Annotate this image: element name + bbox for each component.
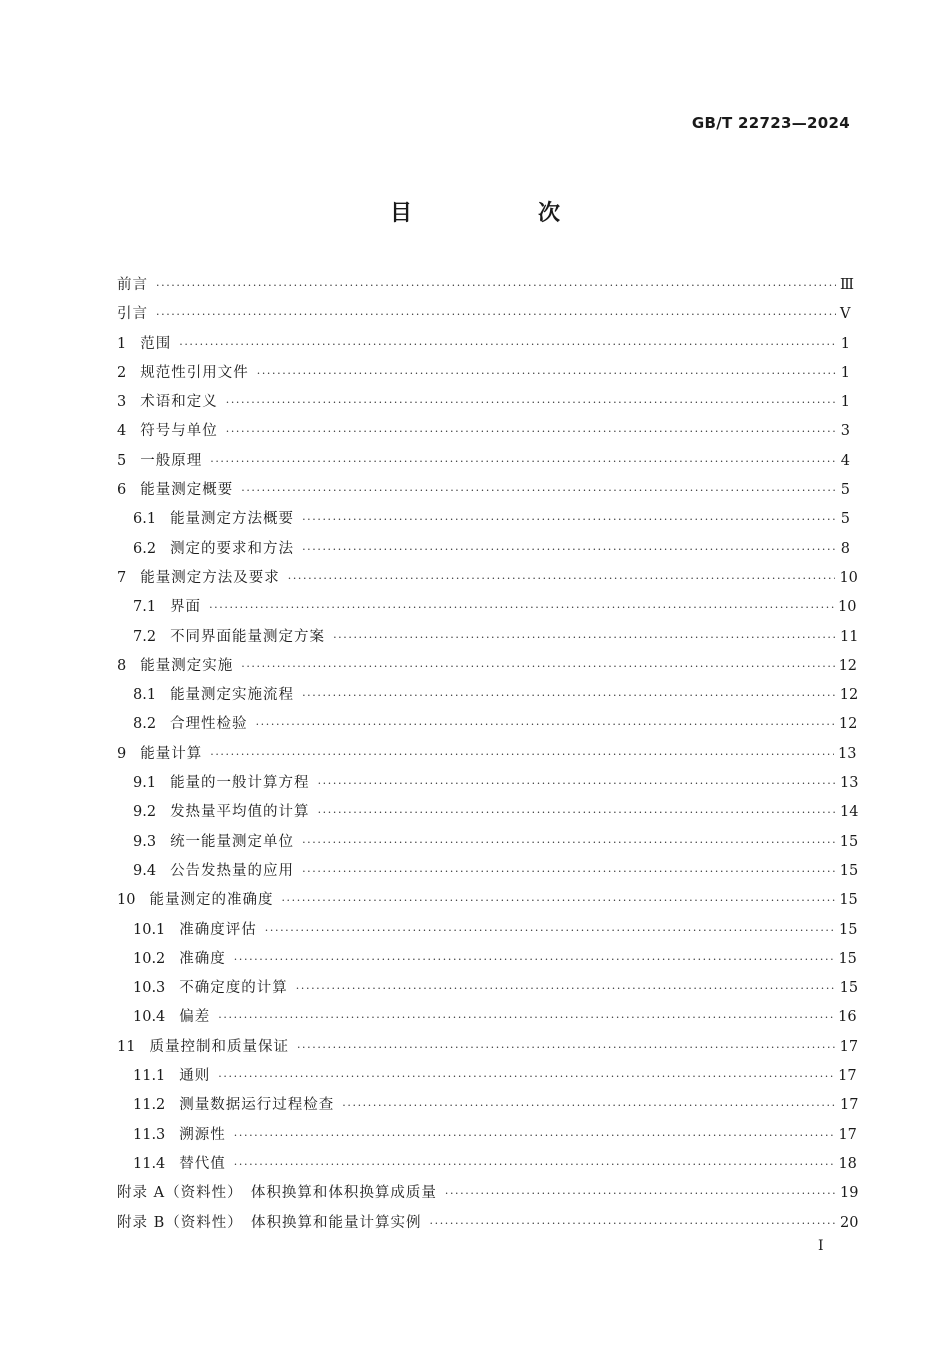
dot-leader: [156, 271, 836, 300]
toc-entry-page: 15: [839, 980, 859, 997]
toc-entry-title: 符号与单位: [140, 423, 218, 440]
toc-entry-page: 3: [840, 423, 850, 440]
toc-entry[interactable]: [117, 1121, 857, 1150]
toc-entry[interactable]: [117, 1062, 857, 1091]
toc-entry-number: 9.4: [133, 862, 157, 879]
toc-entry-title: 溯源性: [179, 1126, 226, 1143]
toc-entry-title: 能量测定的准确度: [149, 892, 274, 909]
dot-leader: [209, 593, 834, 622]
toc-entry[interactable]: [117, 1150, 857, 1179]
toc-entry-page: Ⅴ: [840, 306, 851, 323]
toc-entry-number: 11.1: [133, 1068, 166, 1085]
toc-entry[interactable]: [117, 710, 858, 739]
toc-entry-number: 11: [117, 1038, 136, 1055]
toc-entry-page: 13: [840, 775, 859, 792]
toc-entry-title: 能量测定方法及要求: [140, 569, 280, 586]
toc-entry-page: 15: [838, 950, 857, 967]
toc-entry[interactable]: [117, 1091, 859, 1120]
toc-entry-title: 发热量平均值的计算: [170, 804, 310, 821]
toc-entry-page: 17: [839, 1038, 859, 1055]
toc-entry-number: 8: [117, 657, 127, 674]
toc-entry[interactable]: [117, 974, 859, 1003]
toc-entry-title: 能量计算: [140, 745, 203, 762]
toc-entry[interactable]: [117, 535, 850, 564]
dot-leader: [156, 300, 836, 329]
toc-entry-page: 13: [837, 745, 857, 762]
toc-entry-page: 15: [839, 892, 858, 909]
toc-entry-page: 10: [837, 599, 857, 616]
dot-leader: [302, 857, 836, 886]
toc-entry[interactable]: [117, 1003, 857, 1032]
dot-leader: [302, 681, 836, 710]
toc-entry-title: 统一能量测定单位: [170, 833, 295, 850]
toc-entry-title: 规范性引用文件: [140, 364, 249, 381]
toc-entry-number: 6.1: [133, 511, 157, 528]
dot-leader: [302, 505, 836, 534]
toc-entry-number: 7.2: [133, 628, 157, 645]
toc-entry-title: 通则: [179, 1068, 211, 1085]
dot-leader: [281, 886, 835, 915]
dot-leader: [234, 1121, 835, 1150]
toc-entry-number: 8.1: [133, 687, 157, 704]
toc-entry-page: 8: [840, 540, 850, 557]
dot-leader: [430, 1209, 836, 1238]
standard-code: GB/T 22723—2024: [691, 114, 850, 132]
toc-entry-page: 19: [840, 1185, 859, 1202]
toc-entry[interactable]: [117, 681, 859, 710]
toc-entry-title: 质量控制和质量保证: [149, 1038, 289, 1055]
dot-leader: [256, 710, 835, 739]
toc-entry[interactable]: [117, 593, 857, 622]
toc-entry-number: 3: [117, 394, 127, 411]
toc-entry[interactable]: [117, 417, 850, 446]
toc-entry-title: 偏差: [179, 1009, 211, 1026]
dot-leader: [333, 623, 836, 652]
toc-entry-number: 7: [117, 569, 127, 586]
dot-leader: [218, 1003, 834, 1032]
toc-entry[interactable]: [117, 447, 850, 476]
toc-entry-page: 15: [839, 921, 858, 938]
toc-entry-page: 12: [838, 716, 858, 733]
toc-entry-title: 能量测定概要: [140, 482, 234, 499]
toc-entry-title: 范围: [140, 335, 172, 352]
dot-leader: [445, 1179, 836, 1208]
toc-entry-number: 11.4: [133, 1155, 166, 1172]
dot-leader: [241, 652, 834, 681]
toc-entry-number: 7.1: [133, 599, 157, 616]
dot-leader: [226, 388, 836, 417]
toc-entry[interactable]: [117, 359, 850, 388]
toc-entry-page: 12: [839, 687, 859, 704]
toc-entry-number: 11.2: [133, 1097, 166, 1114]
dot-leader: [210, 740, 834, 769]
dot-leader: [257, 359, 836, 388]
toc-entry-title: 能量测定实施: [140, 657, 234, 674]
toc-entry-title: 不同界面能量测定方案: [170, 628, 326, 645]
dot-leader: [302, 535, 836, 564]
toc-entry-page: 20: [840, 1214, 859, 1231]
toc-entry-number: 4: [117, 423, 127, 440]
toc-entry-title: 能量测定方法概要: [170, 511, 295, 528]
toc-entry[interactable]: [117, 300, 850, 329]
toc-entry[interactable]: [117, 505, 850, 534]
toc-entry-page: 5: [840, 482, 850, 499]
toc-entry-title: 界面: [170, 599, 202, 616]
dot-leader: [234, 945, 835, 974]
toc-entry-page: 4: [840, 452, 850, 469]
toc-entry-page: 1: [840, 394, 850, 411]
toc-entry-number: 9.3: [133, 833, 157, 850]
toc-entry-title: 公告发热量的应用: [170, 862, 295, 879]
toc-entry-title: 测定的要求和方法: [170, 540, 295, 557]
toc-entry-number: 9.1: [133, 775, 157, 792]
toc-entry[interactable]: [117, 916, 858, 945]
toc-entry-number: 1: [117, 335, 127, 352]
dot-leader: [302, 828, 836, 857]
toc-entry-page: 17: [840, 1097, 859, 1114]
toc-entry-title: 引言: [117, 306, 148, 323]
toc-entry[interactable]: [117, 886, 858, 915]
dot-leader: [179, 330, 836, 359]
dot-leader: [342, 1091, 836, 1120]
toc-entry-title: 替代值: [179, 1155, 226, 1172]
toc-entry[interactable]: [117, 330, 850, 359]
toc-entry[interactable]: [117, 652, 858, 681]
toc-entry-page: 10: [839, 569, 858, 586]
page-number: Ⅰ: [818, 1238, 824, 1254]
toc-entry[interactable]: [117, 476, 850, 505]
toc-entry[interactable]: [117, 828, 859, 857]
toc-entry-page: 17: [838, 1126, 857, 1143]
toc-entry[interactable]: [117, 857, 859, 886]
dot-leader: [226, 417, 836, 446]
toc-entry-page: 14: [840, 804, 859, 821]
toc-entry[interactable]: [117, 1179, 859, 1208]
toc-entry-title: 能量的一般计算方程: [170, 775, 310, 792]
toc-entry[interactable]: [117, 1209, 859, 1238]
toc-entry-number: 6.2: [133, 540, 157, 557]
dot-leader: [296, 974, 836, 1003]
dot-leader: [265, 916, 835, 945]
toc-entry[interactable]: [117, 623, 859, 652]
toc-entry-number: 6: [117, 482, 127, 499]
toc-entry-title: 术语和定义: [140, 394, 218, 411]
toc-entry-title: 合理性检验: [170, 716, 248, 733]
toc-entry-number: 10.4: [133, 1009, 166, 1026]
dot-leader: [318, 769, 836, 798]
toc-entry-page: 17: [838, 1068, 857, 1085]
toc-entry-number: 9.2: [133, 804, 157, 821]
toc-entry[interactable]: [117, 271, 854, 300]
toc-entry[interactable]: [117, 1033, 859, 1062]
toc-entry-title: 准确度评估: [179, 921, 257, 938]
toc-entry-page: 5: [840, 511, 850, 528]
toc-entry-number: 10.3: [133, 980, 166, 997]
toc-entry-title: 一般原理: [140, 452, 203, 469]
dot-leader: [210, 447, 836, 476]
toc-entry-page: 15: [839, 862, 859, 879]
toc-entry-number: 10: [117, 892, 136, 909]
toc-entry-title: 测量数据运行过程检查: [179, 1097, 335, 1114]
toc-entry-page: 15: [839, 833, 859, 850]
toc-entry-title: 附录 A（资料性） 体积换算和体积换算成质量: [117, 1185, 437, 1202]
toc-entry[interactable]: [117, 388, 850, 417]
toc-entry-page: 1: [840, 364, 850, 381]
toc-entry[interactable]: [117, 798, 859, 827]
toc-entry[interactable]: [117, 564, 858, 593]
dot-leader: [288, 564, 836, 593]
toc-entry-title: 准确度: [179, 950, 226, 967]
toc-entry[interactable]: [117, 945, 857, 974]
toc-entry-number: 8.2: [133, 716, 157, 733]
toc-entry-number: 5: [117, 452, 127, 469]
table-of-contents: [117, 271, 859, 1238]
dot-leader: [297, 1033, 836, 1062]
dot-leader: [218, 1062, 834, 1091]
toc-entry-number: 10.2: [133, 950, 166, 967]
dot-leader: [234, 1150, 835, 1179]
toc-entry[interactable]: [117, 769, 859, 798]
page-title: 目 次: [389, 201, 612, 226]
toc-entry-number: 10.1: [133, 921, 166, 938]
dot-leader: [318, 798, 836, 827]
toc-entry-number: 2: [117, 364, 127, 381]
toc-entry-title: 附录 B（资料性） 体积换算和能量计算实例: [117, 1214, 422, 1231]
toc-entry[interactable]: [117, 740, 857, 769]
toc-entry-title: 前言: [117, 277, 148, 293]
toc-entry-number: 9: [117, 745, 127, 762]
dot-leader: [241, 476, 836, 505]
toc-entry-page: Ⅲ: [840, 277, 854, 293]
toc-entry-page: 11: [840, 628, 859, 645]
toc-entry-title: 不确定度的计算: [179, 980, 288, 997]
toc-entry-number: 11.3: [133, 1126, 166, 1143]
toc-entry-page: 18: [838, 1155, 857, 1172]
toc-entry-page: 12: [838, 657, 858, 674]
toc-entry-title: 能量测定实施流程: [170, 687, 295, 704]
toc-entry-page: 16: [838, 1009, 857, 1026]
toc-entry-page: 1: [840, 335, 850, 352]
